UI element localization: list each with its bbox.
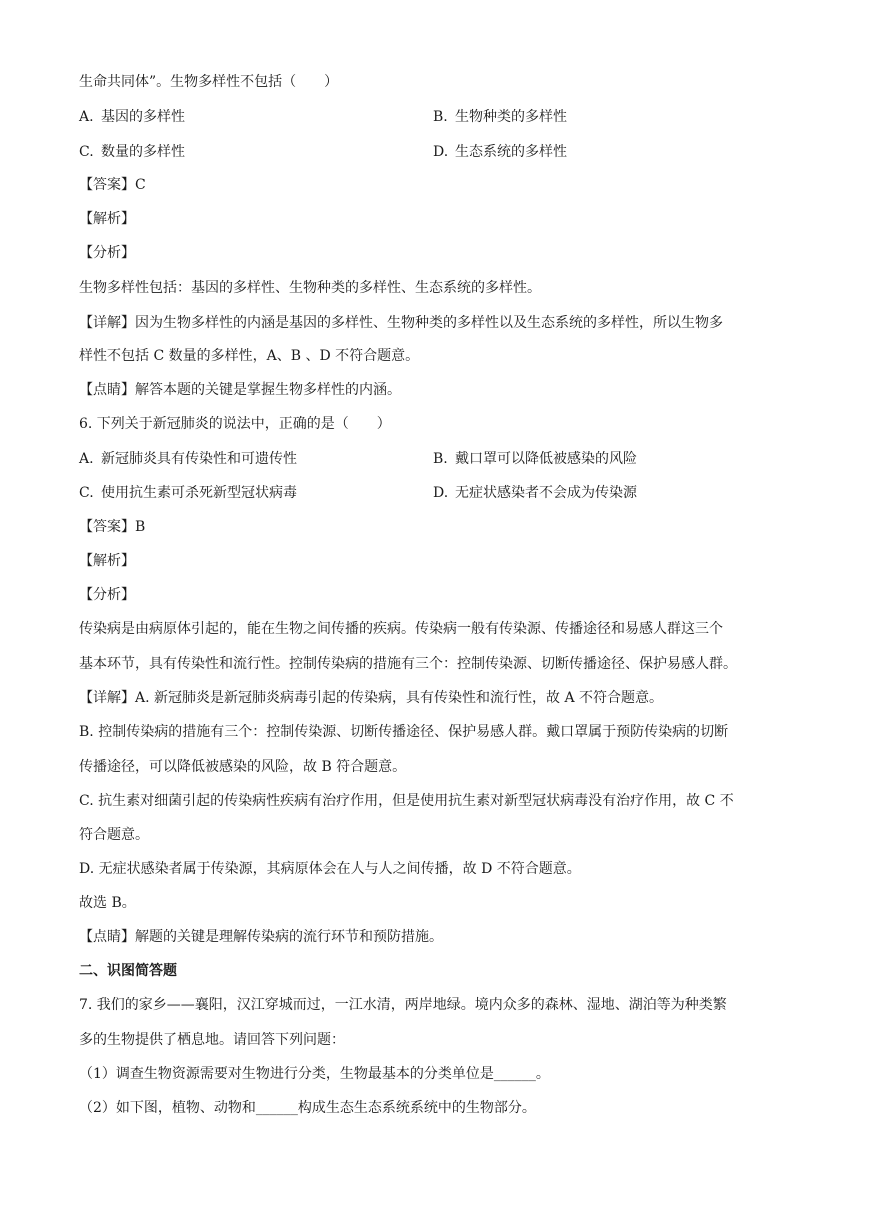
option-letter: B. [433, 109, 448, 125]
q5-option-d[interactable] [433, 142, 567, 162]
q5-comment: 【点睛】解答本题的关键是掌握生物多样性的内涵。 [79, 382, 401, 398]
option-text: 无症状感染者不会成为传染源 [455, 485, 637, 501]
q5-fenxi-label: 【分析】 [79, 245, 135, 261]
option-text: 基因的多样性 [101, 109, 185, 125]
q7-stem-line-1: 7. 我们的家乡——襄阳，汉江穿城而过，一江水清，两岸地绿。境内众多的森林、湿地、湖泊等为种类繁 [79, 997, 727, 1013]
q6-choose: 故选 B。 [79, 895, 136, 911]
option-letter: C. [79, 485, 94, 501]
q7-stem-line-2: 多的生物提供了栖息地。请回答下列问题： [79, 1032, 345, 1048]
q5-analysis: 生物多样性包括：基因的多样性、生物种类的多样性、生态系统的多样性。 [79, 280, 541, 296]
q7-subquestion-2: （2）如下图，植物、动物和______构成生态生态系统系统中的生物部分。 [79, 1100, 536, 1116]
q6-answer: 【答案】B [79, 519, 146, 535]
section-heading: 二、识图简答题 [79, 963, 177, 979]
q6-detail-c-line-2: 符合题意。 [79, 827, 149, 843]
q5-jiexi-label: 【解析】 [79, 211, 135, 227]
q5-stem-tail: 生命共同体”。生物多样性不包括（ ） [79, 74, 339, 90]
q6-analysis-line-2: 基本环节，具有传染性和流行性。控制传染病的措施有三个：控制传染源、切断传播途径、保护易感人群。 [79, 656, 737, 672]
option-letter: D. [433, 144, 449, 160]
q6-detail-b-line-1: B. 控制传染病的措施有三个：控制传染源、切断传播途径、保护易感人群。戴口罩属于预防传染病的切断 [79, 724, 729, 740]
option-letter: C. [79, 144, 94, 160]
q5-option-c[interactable] [79, 142, 185, 162]
q6-option-c[interactable] [79, 483, 297, 503]
q6-detail-b-line-2: 传播途径，可以降低被感染的风险，故 B 符合题意。 [79, 759, 407, 775]
q5-answer: 【答案】C [79, 177, 146, 193]
option-letter: A. [79, 109, 94, 125]
q6-comment: 【点睛】解题的关键是理解传染病的流行环节和预防措施。 [79, 929, 443, 945]
option-text: 戴口罩可以降低被感染的风险 [455, 451, 637, 467]
q7-subquestion-1: （1）调查生物资源需要对生物进行分类，生物最基本的分类单位是______。 [79, 1066, 550, 1082]
option-letter: A. [79, 451, 94, 467]
option-letter: B. [433, 451, 448, 467]
q6-detail-d: D. 无症状感染者属于传染源，其病原体会在人与人之间传播，故 D 不符合题意。 [79, 861, 581, 877]
option-text: 生物种类的多样性 [455, 109, 567, 125]
q5-option-a[interactable] [79, 107, 185, 127]
q6-option-d[interactable] [433, 483, 637, 503]
q6-fenxi-label: 【分析】 [79, 587, 135, 603]
q6-detail-a: 【详解】A. 新冠肺炎是新冠肺炎病毒引起的传染病，具有传染性和流行性，故 A 不符合题意。 [79, 690, 664, 706]
q6-option-a[interactable] [79, 449, 297, 469]
option-text: 数量的多样性 [101, 144, 185, 160]
q5-option-b[interactable] [433, 107, 567, 127]
q6-analysis-line-1: 传染病是由病原体引起的，能在生物之间传播的疾病。传染病一般有传染源、传播途径和易感人群这三个 [79, 621, 723, 637]
option-text: 新冠肺炎具有传染性和可遗传性 [101, 451, 297, 467]
option-letter: D. [433, 485, 449, 501]
q5-detail-line-1: 【详解】因为生物多样性的内涵是基因的多样性、生物种类的多样性以及生态系统的多样性，所以生物多 [79, 315, 723, 331]
q5-detail-line-2: 样性不包括 C 数量的多样性，A、B 、D 不符合题意。 [79, 348, 420, 364]
q6-detail-c-line-1: C. 抗生素对细菌引起的传染病性疾病有治疗作用，但是使用抗生素对新型冠状病毒没有治疗作用，故 C 不 [79, 793, 734, 809]
q6-jiexi-label: 【解析】 [79, 553, 135, 569]
option-text: 生态系统的多样性 [455, 144, 567, 160]
q6-stem: 6. 下列关于新冠肺炎的说法中，正确的是（ ） [79, 416, 391, 432]
q6-option-b[interactable] [433, 449, 637, 469]
option-text: 使用抗生素可杀死新型冠状病毒 [101, 485, 297, 501]
